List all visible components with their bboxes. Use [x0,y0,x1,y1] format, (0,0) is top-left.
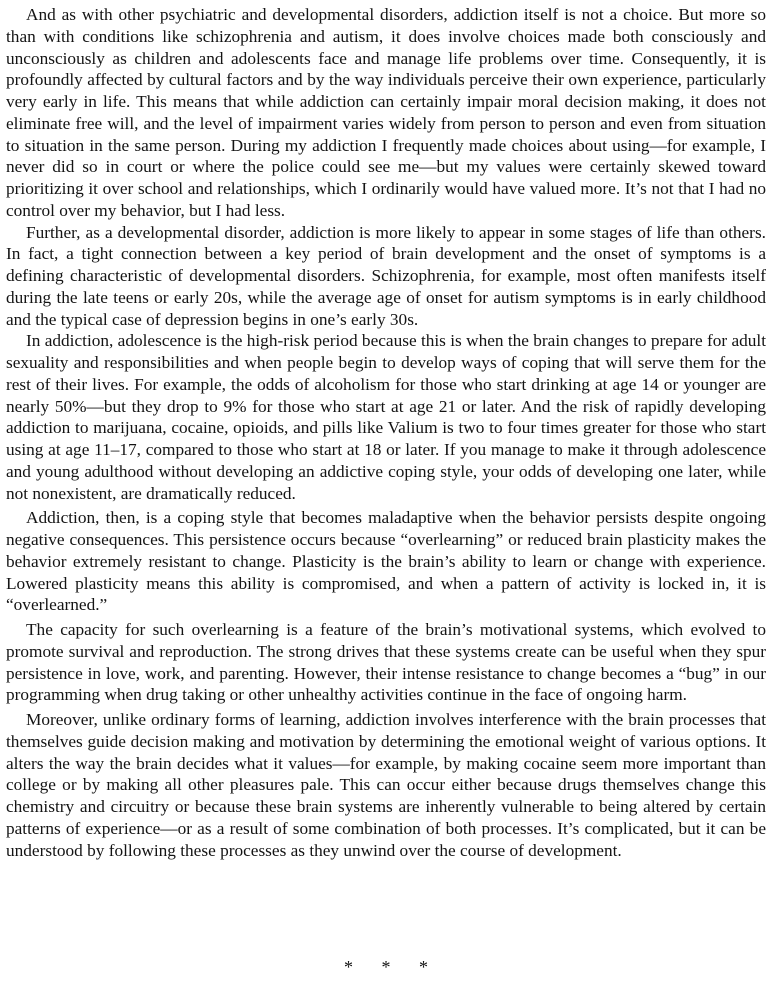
document-body [6,4,766,861]
paragraph-4: Addiction, then, is a coping style that becomes maladaptive when the behavior persists despite ongoing negative consequences. This persistence occurs because “overlearning” or reduced brain plasticity makes the behavior extremely resistant to change. Plasticity is the brain’s ability to learn or change with experience. Lowered plasticity means this ability is compromised, and when a pattern of activity is locked in, it is “overlearned.” [6,508,766,615]
paragraph-6: Moreover, unlike ordinary forms of learning, addiction involves interference with the brain processes that themselves guide decision making and motivation by determining the emotional weight of various options. It alters the way the brain decides what it values—for example, by making cocaine seem more important than college or by making all other pleasures pale. This can occur either because drugs themselves change this chemistry and circuitry or because these brain systems are inherently vulnerable to being altered by certain patterns of experience—or as a result of some combination of both processes. It’s complicated, but it can be understood by following these processes as they unwind over the course of development. [6,710,766,860]
paragraph-2: Further, as a developmental disorder, addiction is more likely to appear in some stages of life than others. In fact, a tight connection between a key period of brain development and the onset of symptoms is a defining characteristic of developmental disorders. Schizophrenia, for example, most often manifests itself during the late teens or early 20s, while the average age of onset for autism symptoms is in early childhood and the typical case of depression begins in one’s early 30s. [6,222,766,329]
paragraph-5: The capacity for such overlearning is a feature of the brain’s motivational systems, which evolved to promote survival and reproduction. The strong drives that these systems create can be useful when they spur persistence in love, work, and parenting. However, their intense resistance to change becomes a “bug” in our programming when drug taking or other unhealthy activities continue in the face of ongoing harm. [6,620,766,705]
paragraph-1: And as with other psychiatric and developmental disorders, addiction itself is not a choice. But more so than with conditions like schizophrenia and autism, it does involve choices made both consciously and unconsciously as children and adolescents face and manage life problems over time. Consequently, it is profoundly affected by cultural factors and by the way individuals perceive their own experience, particularly very early in life. This means that while addiction can certainly impair moral decision making, it does not eliminate free will, and the level of impairment varies widely from person to person and even from situation to situation in the same person. During my addiction I frequently made choices about using—for example, I never did so in court or where the police could see me—but my values were certainly skewed toward prioritizing it over school and relationships, which I ordinarily would have valued more. It’s not that I had no control over my behavior, but I had less. [6,5,766,220]
section-separator: * * * [344,957,440,977]
paragraph-3: In addiction, adolescence is the high-risk period because this is when the brain changes to prepare for adult sexuality and responsibilities and when people begin to develop ways of coping that will serve them for the rest of their lives. For example, the odds of alcoholism for those who start drinking at age 14 or younger are nearly 50%—but they drop to 9% for those who start at age 21 or later. And the risk of rapidly developing addiction to marijuana, cocaine, opioids, and pills like Valium is two to four times greater for those who start using at age 11–17, compared to those who start at 18 or later. If you manage to make it through adolescence and young adulthood without developing an addictive coping style, your odds of developing one later, while not nonexistent, are dramatically reduced. [6,331,766,503]
